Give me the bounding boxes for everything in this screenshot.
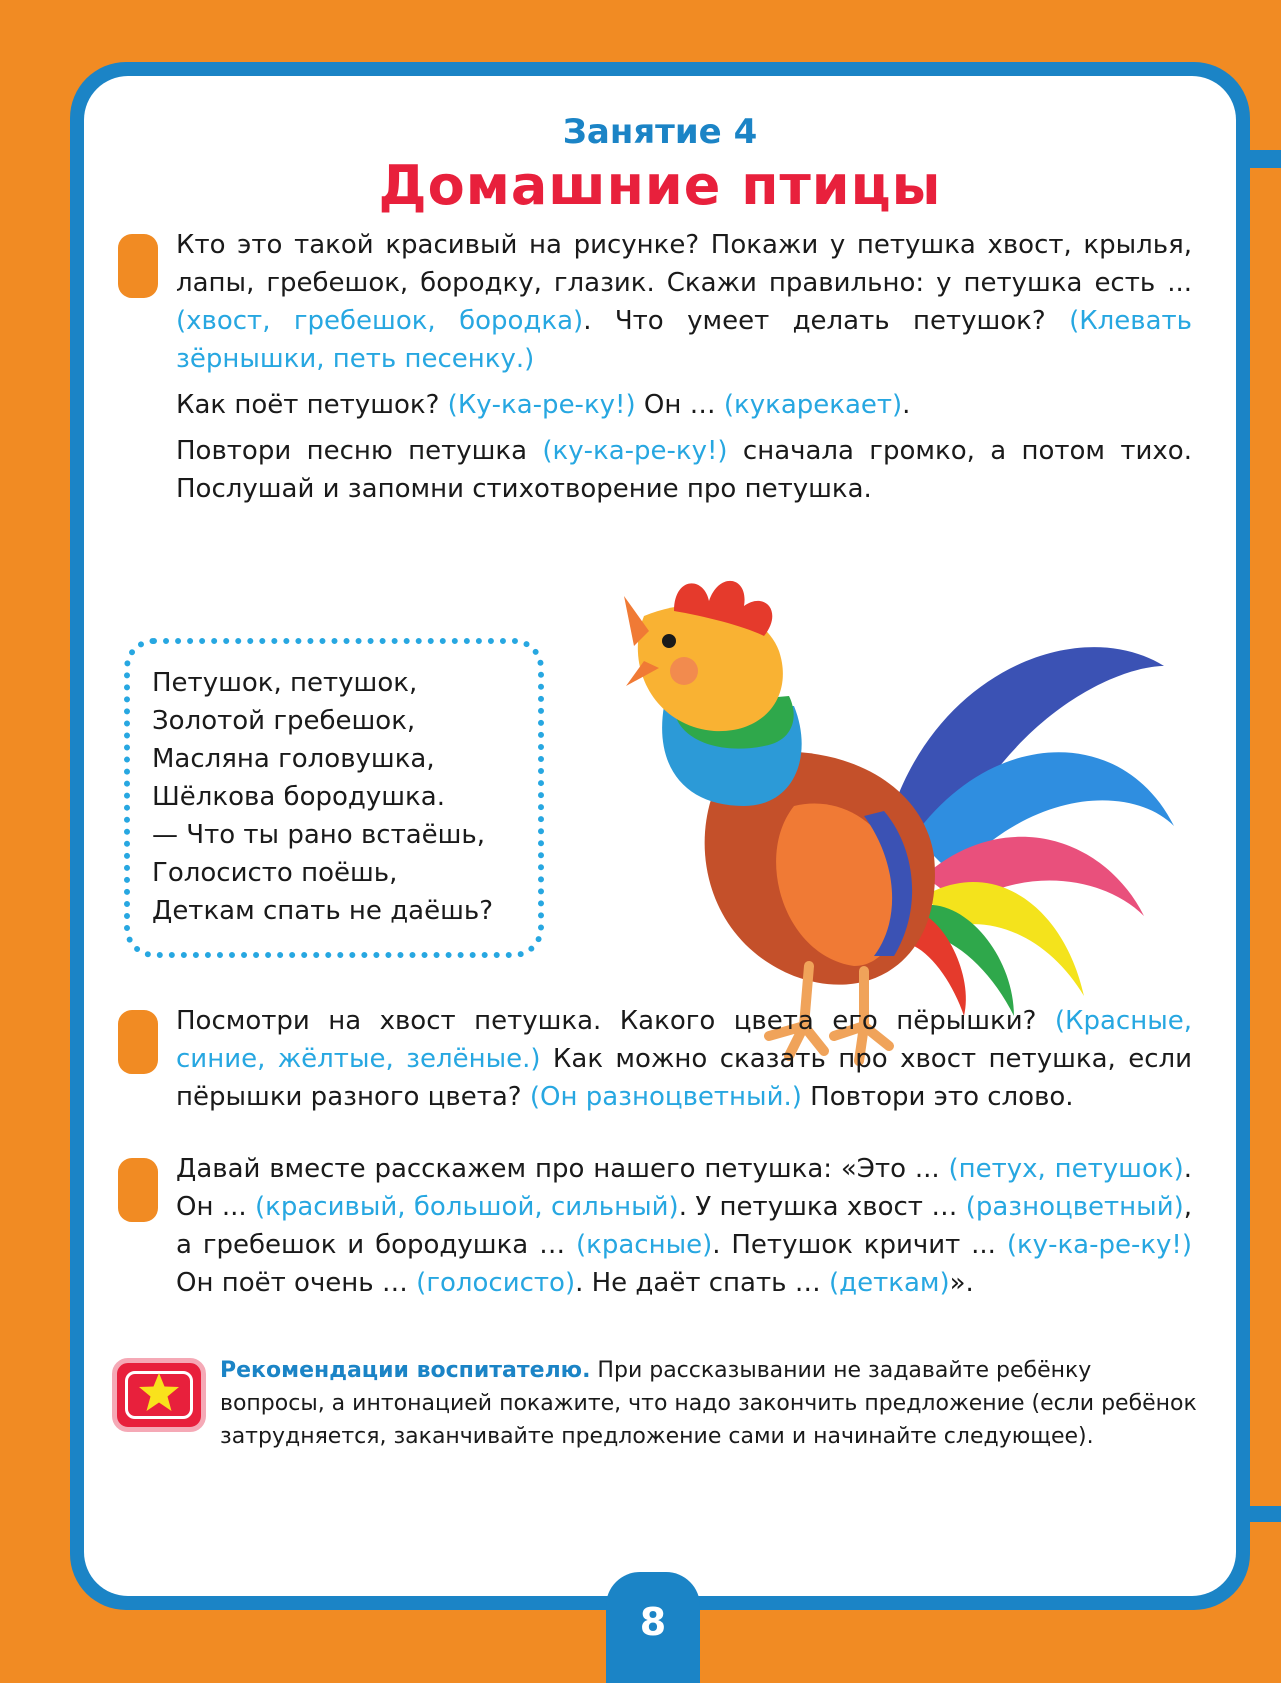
answer-hint: (ку-ка-ре-ку!): [542, 436, 728, 466]
answer-hint: (деткам): [828, 1268, 950, 1298]
question-text: , а гребешок и бородушка …: [176, 1192, 1192, 1260]
answer-hint: (красные): [575, 1230, 713, 1260]
rooster-cheek: [670, 657, 698, 685]
question-text: . У петушка хвост …: [678, 1192, 966, 1222]
question-text: . Петушок кричит ...: [712, 1230, 1007, 1260]
tip-heading: Рекомендации воспитателю.: [220, 1358, 591, 1383]
task-1-paragraph-1: [176, 226, 1192, 378]
task-1-text: [176, 226, 1192, 508]
page-sheet: [84, 76, 1236, 1596]
task-marker-2: [118, 1010, 158, 1074]
task-2-text: [176, 1002, 1192, 1116]
page-title: Домашние птицы: [378, 154, 942, 217]
task-3-text: [176, 1150, 1192, 1302]
question-text: Посмотри на хвост петушка. Какого цвета его пёрышки?: [176, 1006, 1055, 1036]
answer-hint: (ку-ка-ре-ку!): [1006, 1230, 1193, 1260]
poem: [152, 664, 532, 930]
answer-hint: (хвост, гребешок, бородка): [176, 306, 584, 336]
poem-line: Масляна головушка,: [152, 744, 435, 774]
poem-line: Петушок, петушок,: [152, 668, 418, 698]
poem-line: Золотой гребешок,: [152, 706, 416, 736]
answer-hint: (кукарекает): [723, 390, 903, 420]
tip-text: При рассказывании не задавайте ребёнку вопросы, а интонацией покажите, что надо закончить предложение (если ребёнок затрудняется, заканчивайте предложение сами и начинайте следующее).: [220, 1358, 1197, 1449]
question-text: ».: [949, 1268, 974, 1298]
question-text: . Что умеет делать петушок?: [583, 306, 1070, 336]
page-number: 8: [606, 1572, 700, 1683]
task-2-paragraph: [176, 1002, 1192, 1116]
question-text: .: [902, 390, 911, 420]
question-text: . Он ...: [176, 1154, 1192, 1222]
task-1-paragraph-2: [176, 386, 1192, 424]
answer-hint: (Красные, синие, жёлтые, зелёные.): [176, 1006, 1192, 1074]
lesson-number: Занятие 4: [562, 112, 758, 152]
answer-hint: (петух, петушок): [948, 1154, 1184, 1184]
task-1-paragraph-3: [176, 432, 1192, 508]
star-icon: [137, 1371, 181, 1415]
question-text: Повтори песню петушка: [176, 436, 543, 466]
answer-hint: (разноцветный): [965, 1192, 1184, 1222]
teacher-recommendation: [220, 1354, 1200, 1453]
question-text: Он …: [635, 390, 724, 420]
answer-hint: (красивый, большой, сильный): [255, 1192, 679, 1222]
poem-line: Шёлкова бородушка.: [152, 782, 445, 812]
poem-line: — Что ты рано встаёшь,: [152, 820, 486, 850]
frame-tab-bottom: [1236, 1506, 1281, 1522]
question-text: Как можно сказать про хвост петушка, если пёрышки разного цвета?: [176, 1044, 1192, 1112]
answer-hint: (Он разноцветный.): [529, 1082, 802, 1112]
tip-badge: [112, 1358, 206, 1432]
poem-line: Деткам спать не даёшь?: [152, 896, 494, 926]
task-marker-3: [118, 1158, 158, 1222]
question-text: . Не даёт спать …: [575, 1268, 829, 1298]
answer-hint: (Клевать зёрнышки, петь песенку.): [176, 306, 1193, 374]
question-text: Кто это такой красивый на рисунке? Покажи у петушка хвост, крылья, лапы, гребешок, бородку, глазик. Скажи правильно: у петушка есть ...: [176, 230, 1192, 298]
question-text: сначала громко, а потом тихо. Послушай и запомни стихотворение про петушка.: [176, 436, 1192, 504]
question-text: Он поёт очень …: [176, 1268, 417, 1298]
question-text: Давай вместе расскажем про нашего петушка: «Это ...: [176, 1154, 949, 1184]
task-3-paragraph: [176, 1150, 1192, 1302]
answer-hint: (Ку-ка-ре-ку!): [447, 390, 636, 420]
question-text: Как поёт петушок?: [176, 390, 448, 420]
answer-hint: (голосисто): [416, 1268, 576, 1298]
question-text: Повтори это слово.: [801, 1082, 1074, 1112]
frame-tab-top: [1238, 150, 1281, 168]
task-marker-1: [118, 234, 158, 298]
rooster-eye: [662, 634, 676, 648]
poem-line: Голосисто поёшь,: [152, 858, 398, 888]
